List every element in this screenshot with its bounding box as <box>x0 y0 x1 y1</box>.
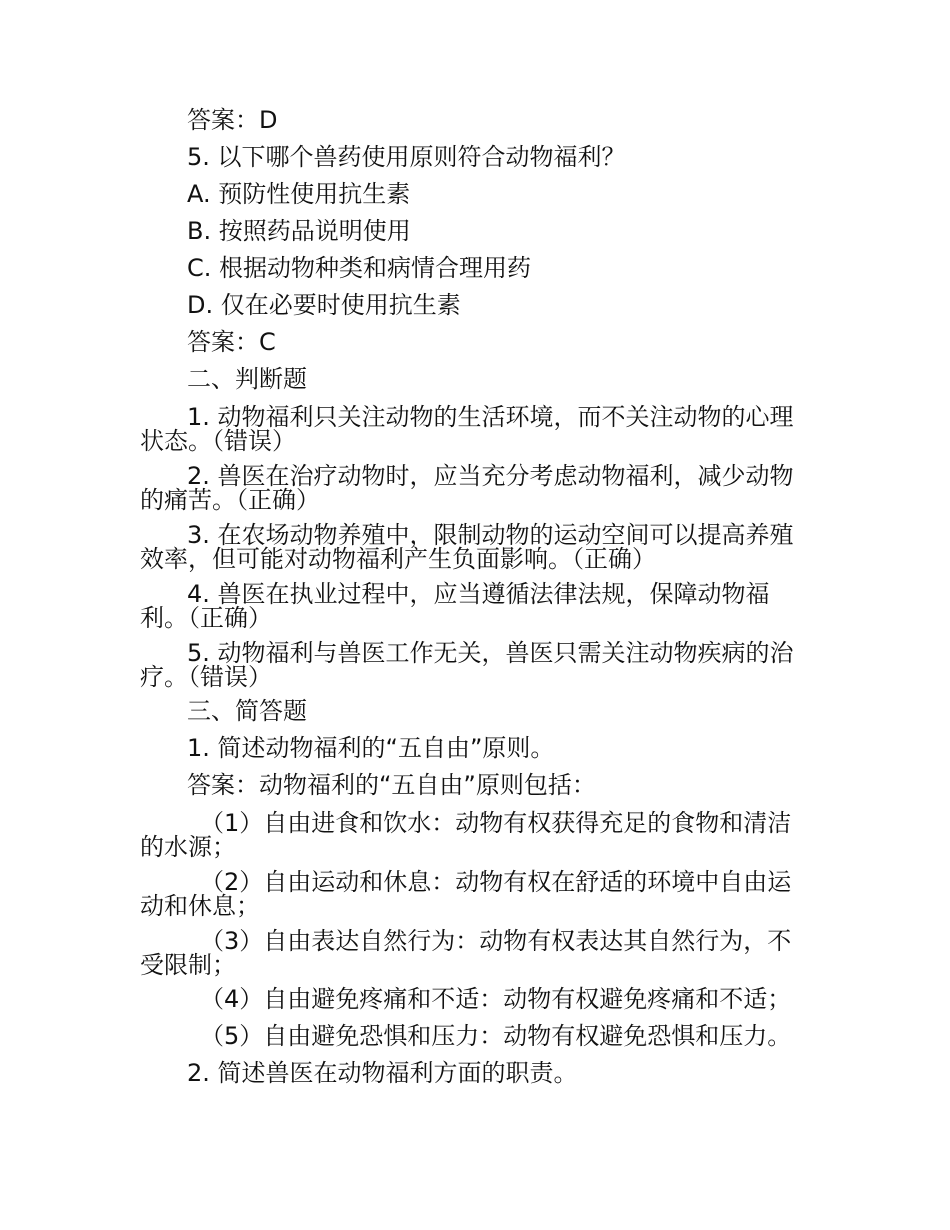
answer-line: 答案：动物福利的“五自由”原则包括： <box>187 771 596 799</box>
answer-line: 答案：D <box>187 106 278 134</box>
option-c: C. 根据动物种类和病情合理用药 <box>187 254 532 282</box>
document-body <box>140 102 812 1092</box>
answer-point: （4）自由避免疼痛和不适：动物有权避免疼痛和不适； <box>200 985 792 1013</box>
answer-line: 答案：C <box>187 328 276 356</box>
true-false-item: 5. 动物福利与兽医工作无关，兽医只需关注动物疾病的治疗。（错误） <box>140 639 794 691</box>
answer-point: （5）自由避免恐惧和压力：动物有权避免恐惧和压力。 <box>200 1022 792 1050</box>
option-d: D. 仅在必要时使用抗生素 <box>187 291 461 319</box>
question-line: 5. 以下哪个兽药使用原则符合动物福利？ <box>187 143 626 171</box>
option-a: A. 预防性使用抗生素 <box>187 180 411 208</box>
true-false-item: 3. 在农场动物养殖中，限制动物的运动空间可以提高养殖效率，但可能对动物福利产生负面影响。（正确） <box>140 521 794 573</box>
section-heading: 三、简答题 <box>187 697 307 725</box>
true-false-item: 1. 动物福利只关注动物的生活环境，而不关注动物的心理状态。（错误） <box>140 403 794 455</box>
answer-point: （3）自由表达自然行为：动物有权表达其自然行为，不受限制； <box>140 927 792 979</box>
section-heading: 二、判断题 <box>187 365 307 393</box>
answer-point: （1）自由进食和饮水：动物有权获得充足的食物和清洁的水源； <box>140 809 792 861</box>
true-false-item: 4. 兽医在执业过程中，应当遵循法律法规，保障动物福利。（正确） <box>140 580 770 632</box>
answer-point: （2）自由运动和休息：动物有权在舒适的环境中自由运动和休息； <box>140 868 792 920</box>
true-false-item: 2. 兽医在治疗动物时，应当充分考虑动物福利，减少动物的痛苦。（正确） <box>140 462 794 514</box>
question-line: 2. 简述兽医在动物福利方面的职责。 <box>187 1059 578 1087</box>
option-b: B. 按照药品说明使用 <box>187 217 411 245</box>
question-line: 1. 简述动物福利的“五自由”原则。 <box>187 734 555 762</box>
